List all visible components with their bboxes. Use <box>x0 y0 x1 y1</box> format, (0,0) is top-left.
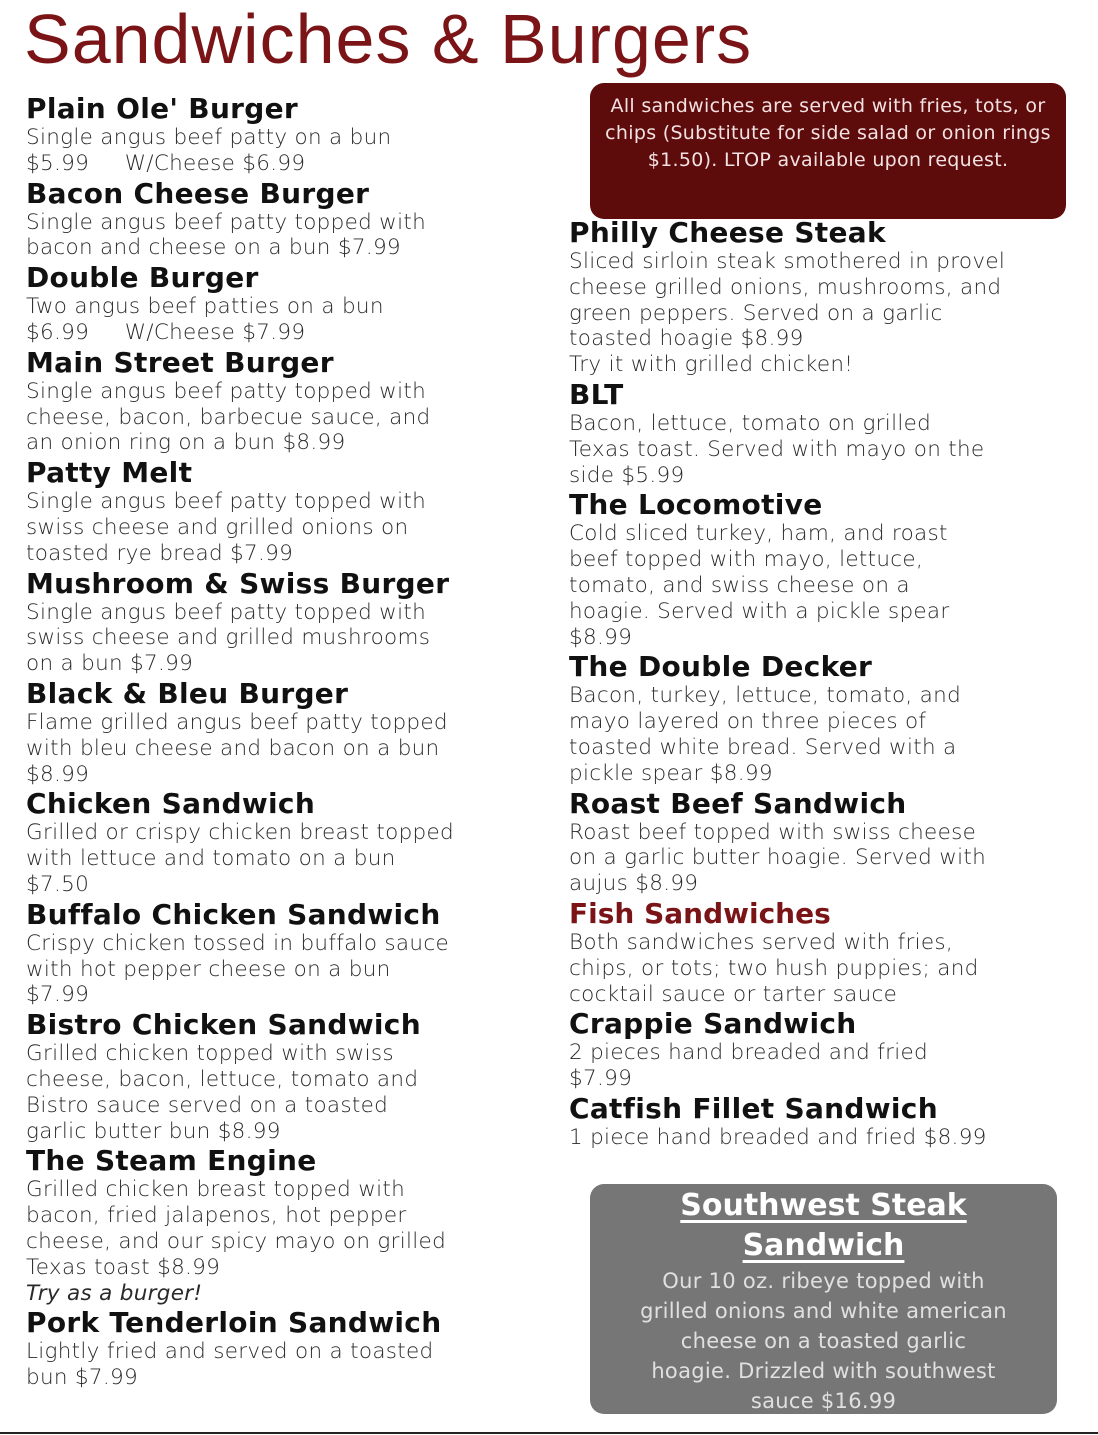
item-desc-line: with lettuce and tomato on a bun <box>26 846 396 872</box>
item-desc-line: Lightly fried and served on a toasted <box>26 1339 434 1365</box>
item-desc-line: tomato, and swiss cheese on a <box>569 572 910 598</box>
right-menu-column <box>569 216 1089 1151</box>
special-title-line: Sandwich <box>742 1228 905 1263</box>
item-desc-line: Grilled or crispy chicken breast topped <box>26 820 454 846</box>
item-desc-line: on a bun $7.99 <box>26 651 194 677</box>
item-desc-line: mayo layered on three pieces of <box>569 709 927 735</box>
item-desc-line: Single angus beef patty topped with <box>26 599 426 625</box>
item-name: The Double Decker <box>569 650 873 684</box>
item-name: Buffalo Chicken Sandwich <box>26 897 441 931</box>
menu-item <box>569 488 1089 650</box>
menu-item <box>569 787 1089 897</box>
menu-item <box>26 677 548 787</box>
item-desc-line: bun $7.99 <box>26 1365 138 1391</box>
item-name: Pork Tenderloin Sandwich <box>26 1306 442 1340</box>
menu-item <box>26 1008 548 1144</box>
item-name: Catfish Fillet Sandwich <box>569 1091 938 1125</box>
item-desc-line: Two angus beef patties on a bun <box>26 294 384 320</box>
item-desc-line: hoagie. Served with a pickle spear <box>569 598 950 624</box>
special-desc-line: hoagie. Drizzled with southwest <box>651 1359 996 1383</box>
item-desc-line: $7.99 <box>569 1066 633 1092</box>
item-desc-line: bacon and cheese on a bun $7.99 <box>26 235 401 261</box>
item-name: Patty Melt <box>26 456 193 490</box>
item-desc-line: $7.99 <box>26 982 90 1008</box>
item-desc-line: bacon, fried jalapenos, hot pepper <box>26 1203 407 1229</box>
item-name: Crappie Sandwich <box>569 1007 857 1041</box>
item-desc-line: on a garlic butter hoagie. Served with <box>569 845 987 871</box>
item-desc-line: Grilled chicken topped with swiss <box>26 1041 394 1067</box>
fish-desc-line: cocktail sauce or tarter sauce <box>569 981 898 1007</box>
item-desc-line: swiss cheese and grilled onions on <box>26 514 409 540</box>
item-desc-line: Single angus beef patty topped with <box>26 378 426 404</box>
item-name: Philly Cheese Steak <box>569 216 886 249</box>
item-desc-line: toasted white bread. Served with a <box>569 734 957 760</box>
item-desc-line: 1 piece hand breaded and fried $8.99 <box>569 1124 987 1150</box>
item-desc-line: cheese, and our spicy mayo on grilled <box>26 1228 447 1254</box>
item-desc-line: $6.99 W/Cheese $7.99 <box>26 319 306 345</box>
item-desc-line: swiss cheese and grilled mushrooms <box>26 625 431 651</box>
item-desc-line: Texas toast $8.99 <box>26 1254 221 1280</box>
item-name: Mushroom & Swiss Burger <box>26 566 450 600</box>
item-desc-line: with hot pepper cheese on a bun <box>26 956 391 982</box>
special-desc-line: grilled onions and white american <box>640 1299 1007 1323</box>
special-desc-line: Our 10 oz. ribeye topped with <box>662 1269 985 1293</box>
item-name: Black & Bleu Burger <box>26 676 349 710</box>
item-desc-line: Bacon, turkey, lettuce, tomato, and <box>569 683 962 709</box>
menu-item <box>569 1092 1089 1151</box>
item-desc-line: Flame grilled angus beef patty topped <box>26 709 448 735</box>
item-desc-line: $8.99 <box>26 761 90 787</box>
item-desc-line: Single angus beef patty topped with <box>26 489 426 515</box>
item-desc-line: toasted hoagie $8.99 <box>569 326 804 352</box>
item-desc-line: $5.99 W/Cheese $6.99 <box>26 150 306 176</box>
item-desc-line: Roast beef topped with swiss cheese <box>569 819 977 845</box>
menu-item <box>26 92 548 177</box>
item-name: Chicken Sandwich <box>26 787 316 821</box>
item-desc-line: $7.50 <box>26 871 90 897</box>
special-box <box>590 1184 1057 1414</box>
item-desc-line: Crispy chicken tossed in buffalo sauce <box>26 930 449 956</box>
menu-item <box>26 1144 548 1306</box>
item-desc-line: garlic butter bun $8.99 <box>26 1118 281 1144</box>
item-desc-line: with bleu cheese and bacon on a bun <box>26 735 440 761</box>
item-name: Bistro Chicken Sandwich <box>26 1008 421 1042</box>
item-desc-line: green peppers. Served on a garlic <box>569 300 943 326</box>
item-name: Double Burger <box>26 261 259 295</box>
item-note: Try as a burger! <box>26 1280 203 1306</box>
item-desc-line: cheese, bacon, barbecue sauce, and <box>26 404 431 430</box>
item-desc-line: Single angus beef patty on a bun <box>26 125 392 150</box>
fish-section-title: Fish Sandwiches <box>569 896 831 930</box>
item-desc-line: toasted rye bread $7.99 <box>26 540 294 566</box>
item-desc-line: Grilled chicken breast topped with <box>26 1177 406 1203</box>
item-name: Plain Ole' Burger <box>26 92 299 125</box>
special-desc-line: sauce $16.99 <box>750 1389 897 1413</box>
item-desc-line: Cold sliced turkey, ham, and roast <box>569 521 948 547</box>
item-desc-line: 2 pieces hand breaded and fried <box>569 1040 928 1066</box>
item-desc-line: Try it with grilled chicken! <box>569 352 854 378</box>
item-name: BLT <box>569 377 624 411</box>
menu-item <box>569 1007 1089 1092</box>
item-desc-line: Bacon, lettuce, tomato on grilled <box>569 410 932 436</box>
menu-item <box>26 787 548 897</box>
menu-item <box>569 216 1089 378</box>
item-name: The Steam Engine <box>26 1144 317 1178</box>
fish-desc-line: Both sandwiches served with fries, <box>569 929 954 955</box>
special-title-line: Southwest Steak <box>680 1188 967 1223</box>
item-name: Bacon Cheese Burger <box>26 176 370 210</box>
item-name: The Locomotive <box>569 488 823 522</box>
fish-desc-line: chips, or tots; two hush puppies; and <box>569 955 979 981</box>
menu-item <box>26 456 548 566</box>
menu-item <box>26 346 548 456</box>
item-desc-line: Single angus beef patty topped with <box>26 209 426 235</box>
item-desc-line: Texas toast. Served with mayo on the <box>569 436 985 462</box>
item-name: Roast Beef Sandwich <box>569 786 907 820</box>
menu-item <box>26 261 548 346</box>
fish-section <box>569 897 1089 1151</box>
menu-item <box>26 898 548 1008</box>
item-desc-line: Bistro sauce served on a toasted <box>26 1092 389 1118</box>
item-desc-line: pickle spear $8.99 <box>569 760 773 786</box>
item-desc-line: aujus $8.99 <box>569 871 699 897</box>
sides-info-box: All sandwiches are served with fries, tots, or chips (Substitute for side salad or onion rings $1.50). LTOP available upon request. <box>590 83 1066 219</box>
item-desc-line: cheese, bacon, lettuce, tomato and <box>26 1066 419 1092</box>
left-menu-column <box>26 92 548 1391</box>
item-name: Main Street Burger <box>26 345 334 379</box>
item-desc-line: $8.99 <box>569 624 633 650</box>
item-desc-line: Sliced sirloin steak smothered in provel <box>569 249 1006 274</box>
menu-item <box>26 567 548 677</box>
menu-item <box>26 177 548 262</box>
menu-item <box>569 650 1089 786</box>
special-desc-line: cheese on a toasted garlic <box>680 1329 967 1353</box>
page-title: Sandwiches & Burgers <box>24 0 753 78</box>
item-desc-line: cheese grilled onions, mushrooms, and <box>569 274 1002 300</box>
item-desc-line: an onion ring on a bun $8.99 <box>26 430 346 456</box>
menu-item <box>569 378 1089 488</box>
bottom-divider <box>0 1432 1098 1434</box>
item-desc-line: beef topped with mayo, lettuce, <box>569 547 924 573</box>
menu-item <box>26 1306 548 1391</box>
item-desc-line: side $5.99 <box>569 462 685 488</box>
